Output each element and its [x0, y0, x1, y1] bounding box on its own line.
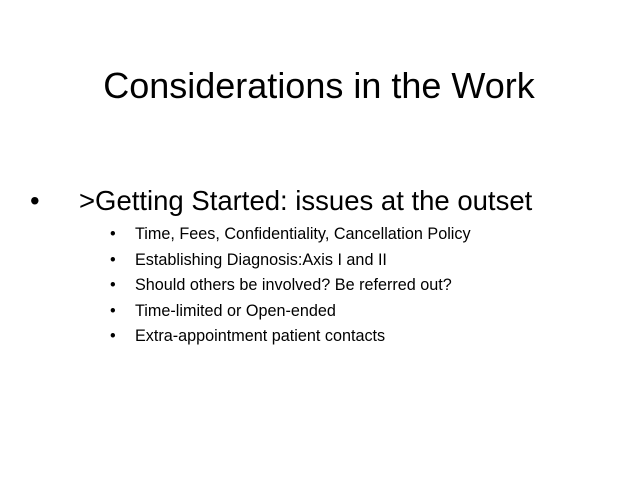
slide-title: Considerations in the Work	[103, 65, 535, 106]
sub-bullet-text: Extra-appointment patient contacts	[135, 327, 386, 345]
sub-bullet-text: Time-limited or Open-ended	[135, 301, 336, 320]
main-bullet-text: >Getting Started: issues at the outset	[79, 185, 533, 216]
bullet-icon: •	[30, 185, 40, 216]
bullet-icon: •	[110, 250, 116, 269]
bullet-icon: •	[110, 276, 116, 294]
sub-bullet-text: Time, Fees, Confidentiality, Cancellation Policy	[135, 225, 471, 243]
bullet-icon: •	[110, 301, 116, 320]
sub-bullet-text: Establishing Diagnosis:Axis I and II	[135, 250, 387, 269]
bullet-icon: •	[110, 327, 116, 345]
bullet-icon: •	[110, 225, 116, 243]
sub-bullet-text: Should others be involved? Be referred out?	[135, 276, 452, 294]
